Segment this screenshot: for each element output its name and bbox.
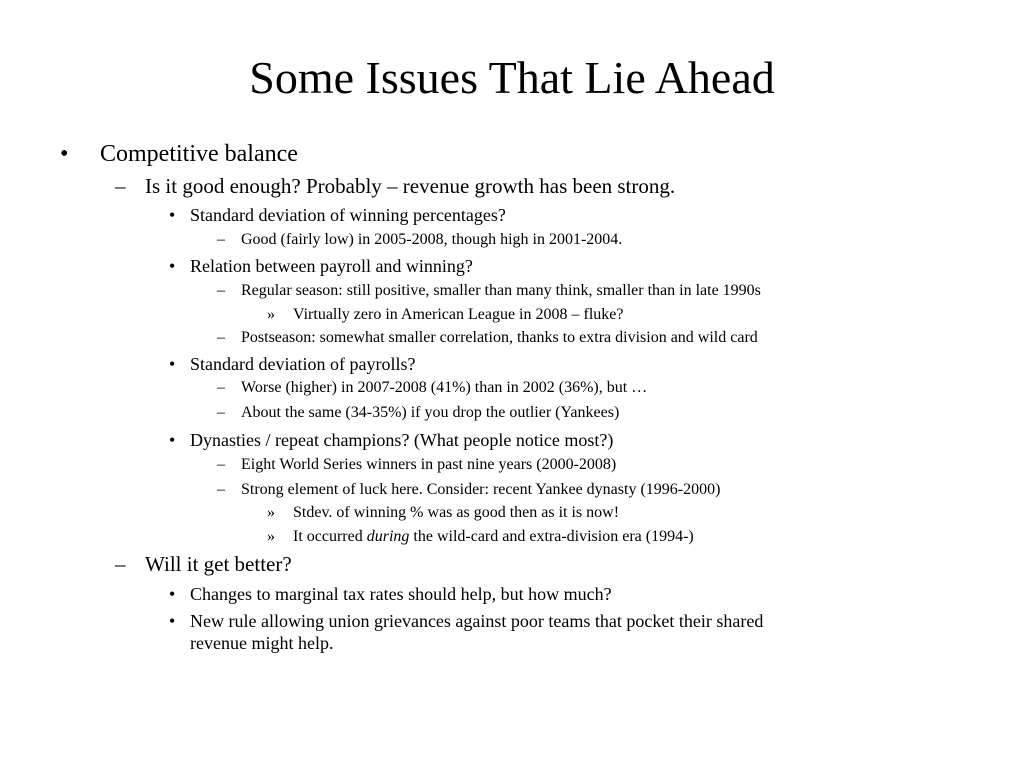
bullet-text-part: the wild-card and extra-division era (1994-) (409, 528, 694, 545)
chevron-marker: » (267, 528, 275, 545)
bullet-text-part: It occurred (293, 528, 367, 545)
bullet-strong-luck (217, 480, 721, 500)
bullet-stdev-winning-pct (267, 503, 620, 523)
bullet-text-line-2: revenue might help. (190, 633, 334, 653)
bullet-worse-higher (217, 378, 648, 398)
bullet-new-rule (169, 610, 764, 654)
bullet-virtually-zero (267, 305, 624, 325)
bullet-payroll-winning (169, 255, 473, 277)
bullet-eight-winners (217, 455, 617, 475)
bullet-text: Standard deviation of payrolls? (190, 354, 416, 374)
bullet-marker: • (169, 256, 176, 276)
bullet-postseason (217, 328, 758, 348)
bullet-text: Relation between payroll and winning? (190, 256, 473, 276)
bullet-marker: • (60, 141, 69, 167)
bullet-text: Competitive balance (100, 141, 298, 167)
bullet-dynasties (169, 429, 614, 451)
bullet-good-fairly-low (217, 230, 623, 250)
bullet-text: Changes to marginal tax rates should help, but how much? (190, 584, 612, 604)
dash-marker: – (217, 404, 225, 421)
bullet-text: Virtually zero in American League in 2008 – fluke? (293, 306, 624, 323)
bullet-text: Stdev. of winning % was as good then as it is now! (293, 504, 620, 521)
bullet-it-occurred (267, 527, 694, 547)
dash-marker: – (217, 231, 225, 248)
bullet-text: About the same (34-35%) if you drop the outlier (Yankees) (241, 404, 620, 421)
dash-marker: – (217, 329, 225, 346)
bullet-competitive-balance (60, 139, 298, 169)
dash-marker: – (115, 552, 126, 576)
bullet-about-same (217, 403, 620, 423)
bullet-marker: • (169, 430, 176, 450)
bullet-marker: • (169, 611, 176, 631)
bullet-text: Postseason: somewhat smaller correlation, thanks to extra division and wild card (241, 329, 758, 346)
dash-marker: – (217, 481, 225, 498)
chevron-marker: » (267, 504, 275, 521)
bullet-regular-season (217, 281, 761, 301)
dash-marker: – (115, 174, 126, 198)
bullet-get-better (115, 551, 292, 577)
dash-marker: – (217, 282, 225, 299)
bullet-stdev-winning (169, 204, 506, 226)
dash-marker: – (217, 379, 225, 396)
bullet-marker: • (169, 354, 176, 374)
bullet-text: Standard deviation of winning percentages? (190, 205, 506, 225)
bullet-stdev-payrolls (169, 353, 416, 375)
bullet-text-emphasis: during (366, 528, 410, 545)
bullet-text: Will it get better? (145, 552, 292, 576)
bullet-text: Strong element of luck here. Consider: recent Yankee dynasty (1996-2000) (241, 481, 721, 498)
bullet-text: Eight World Series winners in past nine years (2000-2008) (241, 456, 617, 473)
chevron-marker: » (267, 306, 275, 323)
slide-title: Some Issues That Lie Ahead (249, 52, 775, 103)
bullet-text: Regular season: still positive, smaller than many think, smaller than in late 1990s (241, 282, 761, 299)
bullet-text-line-1: New rule allowing union grievances against poor teams that pocket their shared (190, 611, 764, 631)
dash-marker: – (217, 456, 225, 473)
bullet-good-enough (115, 173, 676, 199)
bullet-marker: • (169, 584, 176, 604)
bullet-marker: • (169, 205, 176, 225)
bullet-text: Dynasties / repeat champions? (What people notice most?) (190, 430, 614, 450)
bullet-text: Is it good enough? Probably – revenue growth has been strong. (145, 174, 676, 198)
bullet-tax-rates (169, 583, 612, 605)
bullet-text: Good (fairly low) in 2005-2008, though high in 2001-2004. (241, 231, 623, 248)
bullet-text: Worse (higher) in 2007-2008 (41%) than in 2002 (36%), but … (241, 379, 648, 396)
